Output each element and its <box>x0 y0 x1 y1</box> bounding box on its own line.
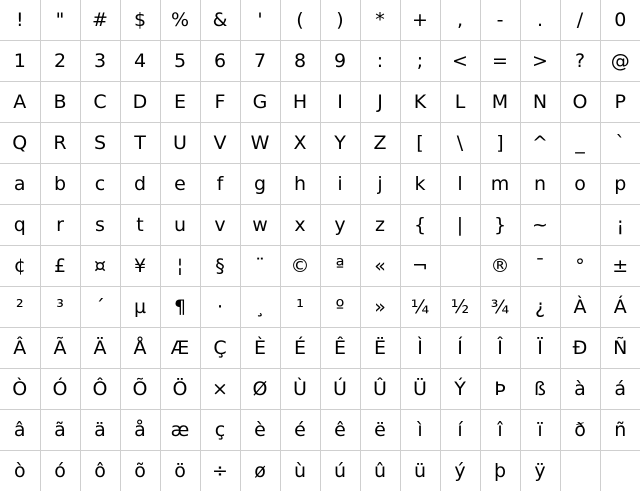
glyph-cell[interactable]: ì <box>400 410 440 451</box>
glyph-cell[interactable]: Ô <box>80 369 120 410</box>
glyph-cell[interactable]: Â <box>0 328 40 369</box>
glyph-cell[interactable]: à <box>560 369 600 410</box>
glyph-cell[interactable]: º <box>320 287 360 328</box>
glyph-cell[interactable]: Q <box>0 123 40 164</box>
glyph-cell[interactable]: 5 <box>160 41 200 82</box>
glyph-cell[interactable]: õ <box>120 451 160 491</box>
glyph-cell[interactable]: ¹ <box>280 287 320 328</box>
glyph-cell[interactable]: n <box>520 164 560 205</box>
glyph-cell[interactable]: I <box>320 82 360 123</box>
glyph-cell[interactable]: ç <box>200 410 240 451</box>
glyph-cell[interactable]: L <box>440 82 480 123</box>
glyph-cell[interactable]: ú <box>320 451 360 491</box>
glyph-cell[interactable]: ¿ <box>520 287 560 328</box>
glyph-cell[interactable] <box>560 205 600 246</box>
glyph-cell[interactable]: R <box>40 123 80 164</box>
glyph-cell[interactable]: J <box>360 82 400 123</box>
glyph-cell[interactable]: V <box>200 123 240 164</box>
glyph-cell[interactable]: í <box>440 410 480 451</box>
glyph-cell[interactable]: ¯ <box>520 246 560 287</box>
glyph-row <box>0 205 640 246</box>
glyph-cell[interactable]: ø <box>240 451 280 491</box>
glyph-cell[interactable]: d <box>120 164 160 205</box>
glyph-cell[interactable]: ( <box>280 0 320 41</box>
glyph-cell[interactable]: G <box>240 82 280 123</box>
glyph-cell[interactable]: ` <box>600 123 640 164</box>
glyph-cell[interactable]: Ü <box>400 369 440 410</box>
glyph-cell[interactable]: Ä <box>80 328 120 369</box>
glyph-cell[interactable]: u <box>160 205 200 246</box>
glyph-cell[interactable]: e <box>160 164 200 205</box>
glyph-cell[interactable]: v <box>200 205 240 246</box>
glyph-cell[interactable]: z <box>360 205 400 246</box>
glyph-cell[interactable]: H <box>280 82 320 123</box>
glyph-cell[interactable]: , <box>440 0 480 41</box>
glyph-cell[interactable]: B <box>40 82 80 123</box>
glyph-cell[interactable]: X <box>280 123 320 164</box>
glyph-cell[interactable]: ? <box>560 41 600 82</box>
glyph-cell[interactable]: s <box>80 205 120 246</box>
glyph-cell[interactable]: 1 <box>0 41 40 82</box>
glyph-row <box>0 82 640 123</box>
glyph-cell[interactable]: ¶ <box>160 287 200 328</box>
glyph-cell[interactable]: ± <box>600 246 640 287</box>
glyph-cell[interactable]: 9 <box>320 41 360 82</box>
glyph-cell[interactable]: ) <box>320 0 360 41</box>
glyph-cell[interactable]: ¥ <box>120 246 160 287</box>
glyph-cell[interactable]: ! <box>0 0 40 41</box>
glyph-cell[interactable]: ¤ <box>80 246 120 287</box>
glyph-cell[interactable]: ® <box>480 246 520 287</box>
glyph-cell[interactable] <box>560 451 600 491</box>
glyph-cell[interactable]: - <box>480 0 520 41</box>
glyph-cell[interactable]: Ò <box>0 369 40 410</box>
glyph-row <box>0 164 640 205</box>
glyph-row <box>0 246 640 287</box>
glyph-cell[interactable]: > <box>520 41 560 82</box>
glyph-cell[interactable]: Ó <box>40 369 80 410</box>
glyph-cell[interactable]: P <box>600 82 640 123</box>
glyph-cell[interactable]: ý <box>440 451 480 491</box>
glyph-cell[interactable]: ÿ <box>520 451 560 491</box>
glyph-cell[interactable] <box>440 246 480 287</box>
glyph-cell[interactable]: ¼ <box>400 287 440 328</box>
glyph-cell[interactable]: ¾ <box>480 287 520 328</box>
glyph-row <box>0 328 640 369</box>
glyph-cell[interactable]: M <box>480 82 520 123</box>
glyph-cell[interactable]: p <box>600 164 640 205</box>
glyph-cell[interactable]: w <box>240 205 280 246</box>
glyph-cell[interactable]: * <box>360 0 400 41</box>
glyph-row <box>0 369 640 410</box>
glyph-cell[interactable]: + <box>400 0 440 41</box>
glyph-row <box>0 41 640 82</box>
glyph-cell[interactable]: ð <box>560 410 600 451</box>
glyph-cell[interactable]: Î <box>480 328 520 369</box>
glyph-cell[interactable]: × <box>200 369 240 410</box>
glyph-cell[interactable]: # <box>80 0 120 41</box>
glyph-cell[interactable]: ² <box>0 287 40 328</box>
glyph-cell[interactable]: o <box>560 164 600 205</box>
glyph-cell[interactable]: Ø <box>240 369 280 410</box>
glyph-cell[interactable]: ¨ <box>240 246 280 287</box>
glyph-cell[interactable]: ¢ <box>0 246 40 287</box>
glyph-cell[interactable]: ò <box>0 451 40 491</box>
glyph-cell[interactable]: µ <box>120 287 160 328</box>
glyph-cell[interactable]: Ì <box>400 328 440 369</box>
glyph-cell[interactable]: È <box>240 328 280 369</box>
glyph-cell[interactable]: ï <box>520 410 560 451</box>
glyph-cell[interactable]: f <box>200 164 240 205</box>
glyph-cell[interactable]: Í <box>440 328 480 369</box>
glyph-cell[interactable]: Z <box>360 123 400 164</box>
glyph-cell[interactable]: / <box>560 0 600 41</box>
glyph-cell[interactable]: % <box>160 0 200 41</box>
glyph-cell[interactable]: ° <box>560 246 600 287</box>
glyph-cell[interactable]: h <box>280 164 320 205</box>
glyph-cell[interactable]: 7 <box>240 41 280 82</box>
glyph-cell[interactable]: x <box>280 205 320 246</box>
glyph-cell[interactable]: ½ <box>440 287 480 328</box>
glyph-cell[interactable]: 2 <box>40 41 80 82</box>
glyph-cell[interactable]: q <box>0 205 40 246</box>
glyph-cell[interactable]: & <box>200 0 240 41</box>
glyph-cell[interactable]: ñ <box>600 410 640 451</box>
glyph-cell[interactable]: ´ <box>80 287 120 328</box>
glyph-cell[interactable]: ¡ <box>600 205 640 246</box>
glyph-cell[interactable]: Ë <box>360 328 400 369</box>
glyph-cell[interactable]: E <box>160 82 200 123</box>
glyph-cell[interactable]: Ã <box>40 328 80 369</box>
glyph-cell[interactable]: 0 <box>600 0 640 41</box>
glyph-cell[interactable]: K <box>400 82 440 123</box>
glyph-cell[interactable]: ë <box>360 410 400 451</box>
glyph-cell[interactable]: ê <box>320 410 360 451</box>
glyph-cell[interactable]: ] <box>480 123 520 164</box>
glyph-cell[interactable]: A <box>0 82 40 123</box>
glyph-cell[interactable]: á <box>600 369 640 410</box>
glyph-cell[interactable]: » <box>360 287 400 328</box>
glyph-row <box>0 410 640 451</box>
glyph-cell[interactable]: þ <box>480 451 520 491</box>
glyph-cell[interactable]: è <box>240 410 280 451</box>
glyph-cell[interactable]: ¸ <box>240 287 280 328</box>
glyph-cell[interactable]: ¦ <box>160 246 200 287</box>
glyph-cell[interactable]: ¬ <box>400 246 440 287</box>
glyph-cell[interactable]: U <box>160 123 200 164</box>
glyph-cell[interactable]: ô <box>80 451 120 491</box>
glyph-cell[interactable]: k <box>400 164 440 205</box>
glyph-cell[interactable]: ³ <box>40 287 80 328</box>
glyph-cell[interactable]: é <box>280 410 320 451</box>
glyph-cell[interactable]: ^ <box>520 123 560 164</box>
glyph-cell[interactable]: ã <box>40 410 80 451</box>
glyph-cell[interactable]: § <box>200 246 240 287</box>
glyph-cell[interactable]: r <box>40 205 80 246</box>
glyph-cell[interactable]: 6 <box>200 41 240 82</box>
glyph-cell[interactable]: « <box>360 246 400 287</box>
glyph-cell[interactable]: @ <box>600 41 640 82</box>
glyph-row <box>0 123 640 164</box>
glyph-cell[interactable]: F <box>200 82 240 123</box>
glyph-cell[interactable]: = <box>480 41 520 82</box>
glyph-cell[interactable]: Ï <box>520 328 560 369</box>
glyph-cell[interactable]: 8 <box>280 41 320 82</box>
glyph-cell[interactable]: O <box>560 82 600 123</box>
glyph-cell[interactable]: < <box>440 41 480 82</box>
glyph-cell[interactable]: 3 <box>80 41 120 82</box>
glyph-cell[interactable]: _ <box>560 123 600 164</box>
glyph-cell[interactable]: l <box>440 164 480 205</box>
glyph-cell[interactable]: â <box>0 410 40 451</box>
glyph-cell[interactable]: W <box>240 123 280 164</box>
glyph-cell[interactable]: b <box>40 164 80 205</box>
glyph-cell[interactable]: i <box>320 164 360 205</box>
glyph-cell[interactable]: g <box>240 164 280 205</box>
glyph-cell[interactable]: j <box>360 164 400 205</box>
glyph-cell[interactable]: æ <box>160 410 200 451</box>
glyph-cell[interactable]: Æ <box>160 328 200 369</box>
glyph-cell[interactable]: Y <box>320 123 360 164</box>
glyph-cell[interactable]: Ö <box>160 369 200 410</box>
glyph-row <box>0 451 640 491</box>
glyph-cell[interactable]: T <box>120 123 160 164</box>
glyph-cell[interactable]: c <box>80 164 120 205</box>
glyph-cell[interactable]: É <box>280 328 320 369</box>
glyph-cell[interactable]: a <box>0 164 40 205</box>
glyph-cell[interactable]: { <box>400 205 440 246</box>
glyph-cell[interactable]: ß <box>520 369 560 410</box>
glyph-cell[interactable]: Å <box>120 328 160 369</box>
glyph-cell[interactable]: Þ <box>480 369 520 410</box>
glyph-row <box>0 287 640 328</box>
glyph-cell[interactable]: Ù <box>280 369 320 410</box>
glyph-cell[interactable]: N <box>520 82 560 123</box>
glyph-cell[interactable]: î <box>480 410 520 451</box>
glyph-cell[interactable]: " <box>40 0 80 41</box>
glyph-cell[interactable]: ü <box>400 451 440 491</box>
glyph-cell[interactable]: y <box>320 205 360 246</box>
glyph-cell[interactable]: À <box>560 287 600 328</box>
glyph-cell[interactable]: ù <box>280 451 320 491</box>
glyph-cell[interactable]: m <box>480 164 520 205</box>
glyph-cell[interactable]: ä <box>80 410 120 451</box>
glyph-cell[interactable]: Ð <box>560 328 600 369</box>
glyph-cell[interactable]: å <box>120 410 160 451</box>
glyph-cell[interactable]: Ç <box>200 328 240 369</box>
glyph-cell[interactable]: \ <box>440 123 480 164</box>
glyph-cell[interactable] <box>600 451 640 491</box>
glyph-cell[interactable]: 4 <box>120 41 160 82</box>
glyph-cell[interactable]: ~ <box>520 205 560 246</box>
glyph-cell[interactable]: û <box>360 451 400 491</box>
glyph-cell[interactable]: S <box>80 123 120 164</box>
glyph-cell[interactable]: ö <box>160 451 200 491</box>
glyph-cell[interactable]: $ <box>120 0 160 41</box>
glyph-cell[interactable]: | <box>440 205 480 246</box>
glyph-cell[interactable]: . <box>520 0 560 41</box>
glyph-cell[interactable]: } <box>480 205 520 246</box>
glyph-cell[interactable]: £ <box>40 246 80 287</box>
glyph-cell[interactable]: C <box>80 82 120 123</box>
glyph-cell[interactable]: Ú <box>320 369 360 410</box>
glyph-cell[interactable]: Ê <box>320 328 360 369</box>
glyph-cell[interactable]: Ñ <box>600 328 640 369</box>
glyph-cell[interactable]: ÷ <box>200 451 240 491</box>
glyph-cell[interactable]: Ý <box>440 369 480 410</box>
glyph-cell[interactable]: · <box>200 287 240 328</box>
glyph-cell[interactable]: Û <box>360 369 400 410</box>
glyph-cell[interactable]: [ <box>400 123 440 164</box>
glyph-cell[interactable]: © <box>280 246 320 287</box>
glyph-cell[interactable]: ª <box>320 246 360 287</box>
glyph-cell[interactable]: ; <box>400 41 440 82</box>
glyph-cell[interactable]: D <box>120 82 160 123</box>
glyph-cell[interactable]: Á <box>600 287 640 328</box>
glyph-cell[interactable]: ó <box>40 451 80 491</box>
glyph-cell[interactable]: ' <box>240 0 280 41</box>
glyph-cell[interactable]: : <box>360 41 400 82</box>
glyph-cell[interactable]: Õ <box>120 369 160 410</box>
glyph-cell[interactable]: t <box>120 205 160 246</box>
glyph-row <box>0 0 640 41</box>
